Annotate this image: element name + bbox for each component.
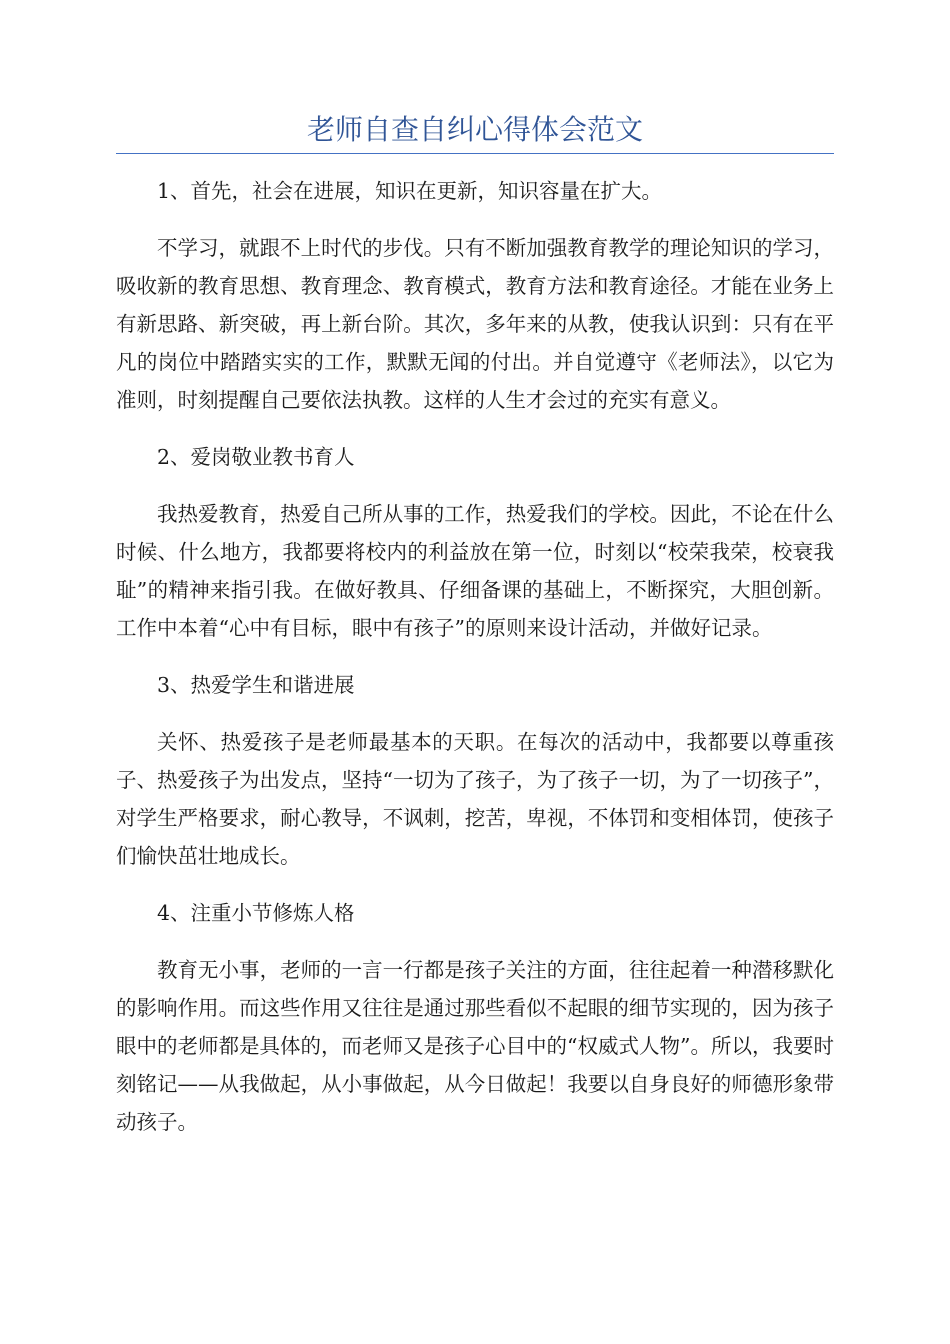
body-paragraph-4: 教育无小事，老师的一言一行都是孩子关注的方面，往往起着一种潜移默化的影响作用。而这些作用又往往是通过那些看似不起眼的细节实现的，因为孩子眼中的老师都是具体的，而老师又是孩子心目中的“权威式人物”。所以，我要时刻铭记——从我做起，从小事做起，从今日做起！我要以自身良好的师德形象带动孩子。 [116, 958, 834, 1134]
section-heading-1: 1、首先，社会在进展，知识在更新，知识容量在扩大。 [157, 179, 663, 203]
title-underline [116, 153, 834, 154]
document-body [116, 172, 834, 1160]
page-title: 老师自查自纠心得体会范文 [306, 113, 643, 146]
body-paragraph-1: 不学习，就跟不上时代的步伐。只有不断加强教育教学的理论知识的学习，吸收新的教育思想、教育理念、教育模式，教育方法和教育途径。才能在业务上有新思路、新突破，再上新台阶。其次，多年来的从教，使我认识到：只有在平凡的岗位中踏踏实实的工作，默默无闻的付出。并自觉遵守《老师法》，以它为准则，时刻提醒自己要依法执教。这样的人生才会过的充实有意义。 [116, 236, 834, 412]
section-heading-4: 4、注重小节修炼人格 [157, 901, 355, 925]
body-paragraph-2: 我热爱教育，热爱自己所从事的工作，热爱我们的学校。因此，不论在什么时候、什么地方，我都要将校内的利益放在第一位，时刻以“校荣我荣，校衰我耻”的精神来指引我。在做好教具、仔细备课的基础上，不断探究，大胆创新。工作中本着“心中有目标，眼中有孩子”的原则来设计活动，并做好记录。 [116, 502, 834, 640]
section-heading-2: 2、爱岗敬业教书育人 [157, 445, 355, 469]
section-heading-3: 3、热爱学生和谐进展 [157, 673, 355, 697]
body-paragraph-3: 关怀、热爱孩子是老师最基本的天职。在每次的活动中，我都要以尊重孩子、热爱孩子为出发点，坚持“一切为了孩子，为了孩子一切，为了一切孩子”，对学生严格要求，耐心教导，不讽刺，挖苦，卑视，不体罚和变相体罚，使孩子们愉快茁壮地成长。 [116, 730, 834, 868]
